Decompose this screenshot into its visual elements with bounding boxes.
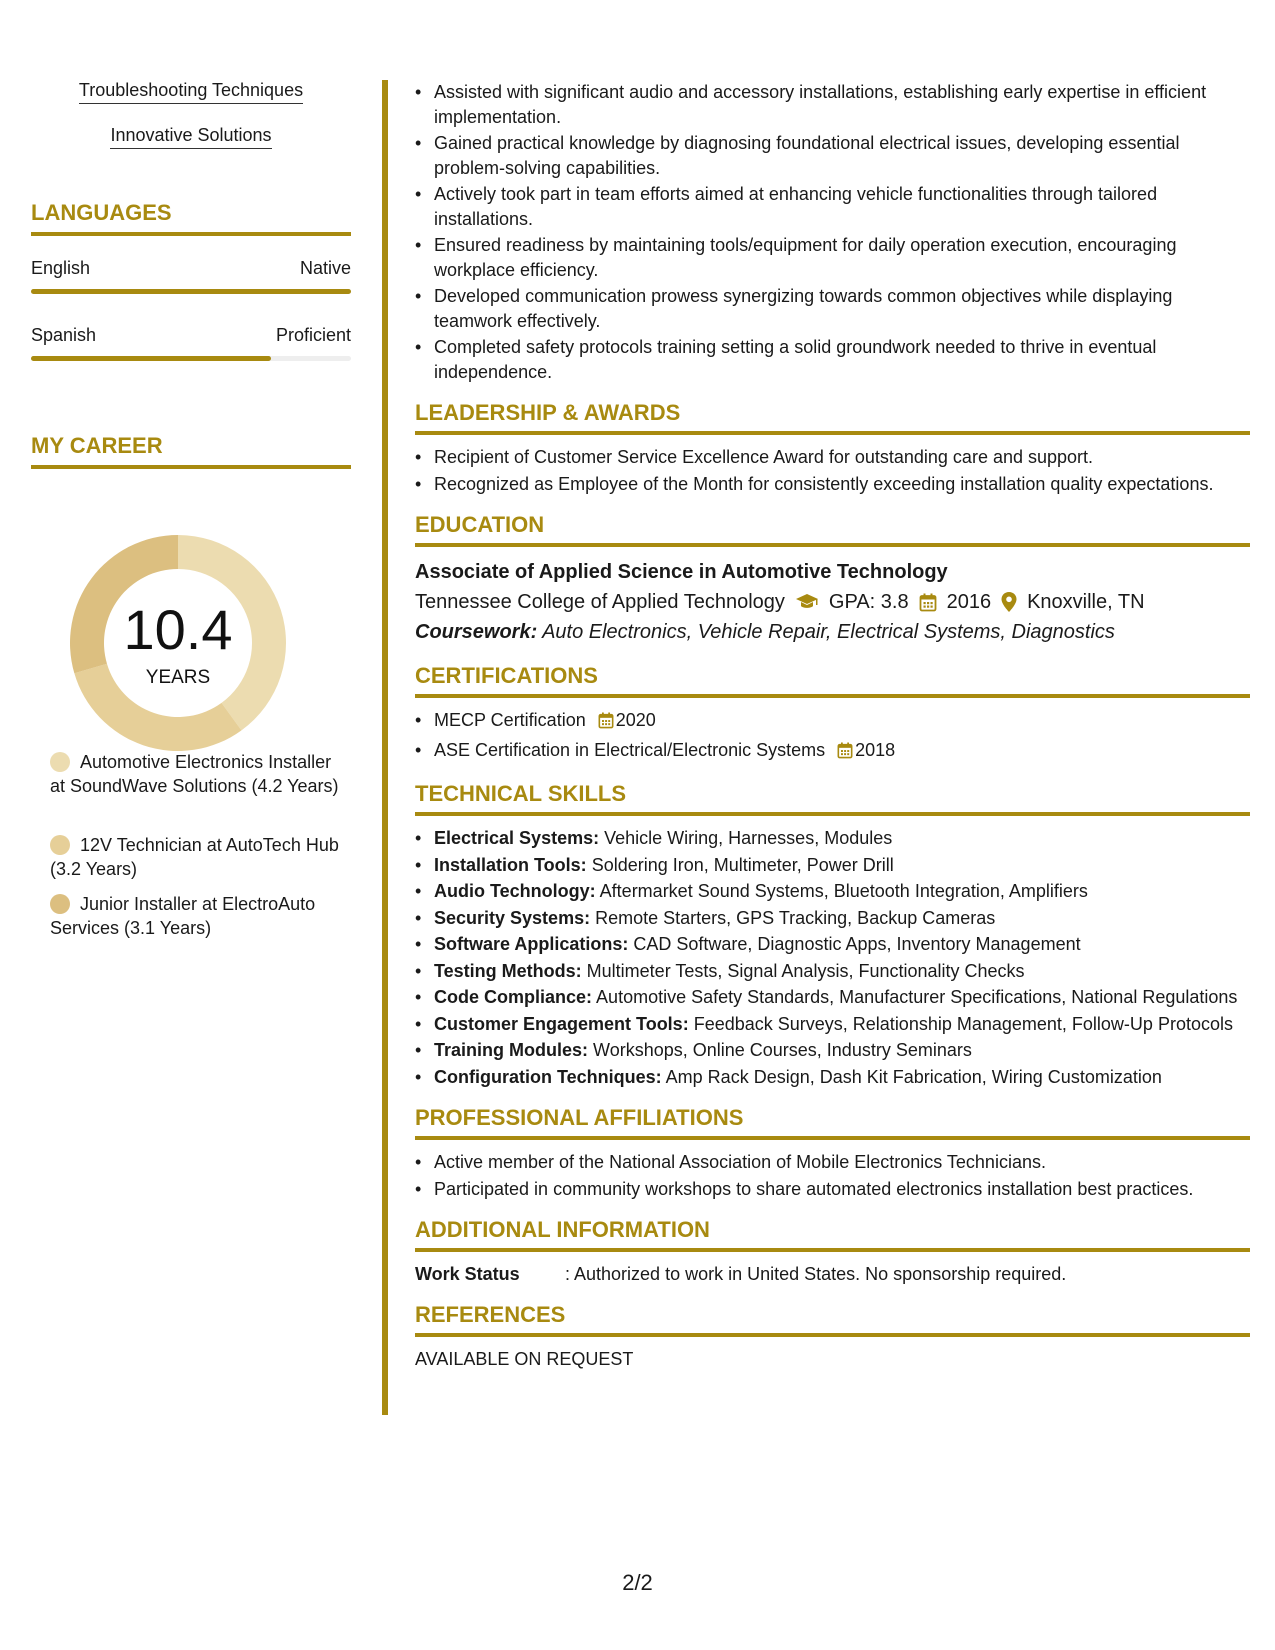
experience-bullet: • Gained practical knowledge by diagnosing foundational electrical issues, developing essential problem-solving capabilities. xyxy=(415,131,1250,180)
language-name: Spanish xyxy=(31,325,97,345)
work-status-value: : Authorized to work in United States. No sponsorship required. xyxy=(565,1264,1067,1284)
legend-dot xyxy=(50,894,70,914)
career-legend-item: 12V Technician at AutoTech Hub (3.2 Years) xyxy=(50,835,339,879)
work-status-row xyxy=(415,1262,1250,1286)
skill-item: • Security Systems: Remote Starters, GPS Tracking, Backup Cameras xyxy=(415,906,1250,931)
language-level: Proficient xyxy=(275,325,351,345)
technical-skills-heading: TECHNICAL SKILLS xyxy=(415,781,1250,816)
experience-bullet: • Actively took part in team efforts aimed at enhancing vehicle functionalities through tailored installations. xyxy=(415,182,1250,231)
page-number: 2/2 xyxy=(622,1570,653,1595)
skill-tag: Troubleshooting Techniques xyxy=(31,80,351,125)
leadership-heading: LEADERSHIP & AWARDS xyxy=(415,400,1250,435)
certification-item: • MECP Certification 2020 xyxy=(415,708,1250,736)
language-bar-fill xyxy=(31,289,351,294)
experience-bullet: • Ensured readiness by maintaining tools/equipment for daily operation execution, encouraging workplace efficiency. xyxy=(415,233,1250,282)
skill-item: • Installation Tools: Soldering Iron, Multimeter, Power Drill xyxy=(415,853,1250,878)
affiliations-list xyxy=(415,1150,1250,1201)
skill-item: • Software Applications: CAD Software, Diagnostic Apps, Inventory Management xyxy=(415,932,1250,957)
school-name: Tennessee College of Applied Technology xyxy=(415,591,785,613)
experience-bullet-list xyxy=(415,80,1250,384)
affiliation-item: • Active member of the National Association of Mobile Electronics Technicians. xyxy=(415,1150,1250,1175)
references-text: AVAILABLE ON REQUEST xyxy=(415,1349,634,1369)
career-total-unit: YEARS xyxy=(145,667,211,688)
gpa: GPA: 3.8 xyxy=(828,591,909,613)
language-bar xyxy=(31,289,351,294)
education-details xyxy=(415,587,1250,617)
language-name: English xyxy=(31,258,91,278)
language-item xyxy=(31,258,351,294)
language-bar xyxy=(31,356,351,361)
legend-dot xyxy=(50,752,70,772)
coursework: Coursework: Auto Electronics, Vehicle Repair, Electrical Systems, Diagnostics xyxy=(415,621,1115,643)
certification-year: 2018 xyxy=(855,739,896,760)
degree-title: Associate of Applied Science in Automotive Technology xyxy=(415,561,948,583)
skill-item: • Customer Engagement Tools: Feedback Surveys, Relationship Management, Follow-Up Protocols xyxy=(415,1012,1250,1037)
career-donut-center xyxy=(66,531,290,755)
legend-dot xyxy=(50,835,70,855)
language-item xyxy=(31,325,351,361)
calendar-icon xyxy=(837,741,853,766)
leadership-list xyxy=(415,445,1250,496)
additional-info-heading: ADDITIONAL INFORMATION xyxy=(415,1217,1250,1252)
skill-item: • Configuration Techniques: Amp Rack Design, Dash Kit Fabrication, Wiring Customization xyxy=(415,1065,1250,1090)
career-legend-item: Automotive Electronics Installer at SoundWave Solutions (4.2 Years) xyxy=(50,752,339,796)
left-column xyxy=(31,80,351,938)
graduation-cap-icon xyxy=(795,593,819,611)
skill-item: • Testing Methods: Multimeter Tests, Signal Analysis, Functionality Checks xyxy=(415,959,1250,984)
certifications-heading: CERTIFICATIONS xyxy=(415,663,1250,698)
calendar-icon xyxy=(598,711,614,736)
education-heading: EDUCATION xyxy=(415,512,1250,547)
skill-item: • Code Compliance: Automotive Safety Standards, Manufacturer Specifications, National Regulations xyxy=(415,985,1250,1010)
graduation-year: 2016 xyxy=(946,591,992,613)
leadership-item: • Recognized as Employee of the Month for consistently exceeding installation quality expectations. xyxy=(415,472,1250,497)
career-legend-item: Junior Installer at ElectroAuto Services (3.1 Years) xyxy=(50,894,316,938)
right-column xyxy=(415,80,1250,1371)
experience-bullet: • Assisted with significant audio and accessory installations, establishing early expertise in efficient implementation. xyxy=(415,80,1250,129)
career-heading: MY CAREER xyxy=(31,433,351,469)
skill-item: • Audio Technology: Aftermarket Sound Systems, Bluetooth Integration, Amplifiers xyxy=(415,879,1250,904)
experience-bullet: • Developed communication prowess synergizing towards common objectives while displaying teamwork effectively. xyxy=(415,284,1250,333)
career-total-years: 10.4 xyxy=(123,598,233,661)
leadership-item: • Recipient of Customer Service Excellence Award for outstanding care and support. xyxy=(415,445,1250,470)
map-pin-icon xyxy=(1001,592,1017,612)
certifications-list xyxy=(415,708,1250,765)
column-divider xyxy=(382,80,388,1415)
technical-skills-list xyxy=(415,826,1250,1089)
certification-year: 2020 xyxy=(615,710,656,730)
language-bar-fill xyxy=(31,356,271,361)
affiliations-heading: PROFESSIONAL AFFILIATIONS xyxy=(415,1105,1250,1140)
languages-heading: LANGUAGES xyxy=(31,200,351,236)
skill-item: • Electrical Systems: Vehicle Wiring, Harnesses, Modules xyxy=(415,826,1250,851)
skill-item: • Training Modules: Workshops, Online Courses, Industry Seminars xyxy=(415,1038,1250,1063)
calendar-icon xyxy=(919,593,937,612)
language-level: Native xyxy=(299,258,351,278)
school-location: Knoxville, TN xyxy=(1027,591,1145,613)
work-status-label: Work Status xyxy=(415,1264,520,1284)
experience-bullet: • Completed safety protocols training setting a solid groundwork needed to thrive in eventual independence. xyxy=(415,335,1250,384)
affiliation-item: • Participated in community workshops to share automated electronics installation best practices. xyxy=(415,1177,1250,1202)
certification-item: • ASE Certification in Electrical/Electronic Systems 2018 xyxy=(415,738,1250,766)
skill-tag: Innovative Solutions xyxy=(31,125,351,170)
references-heading: REFERENCES xyxy=(415,1302,1250,1337)
